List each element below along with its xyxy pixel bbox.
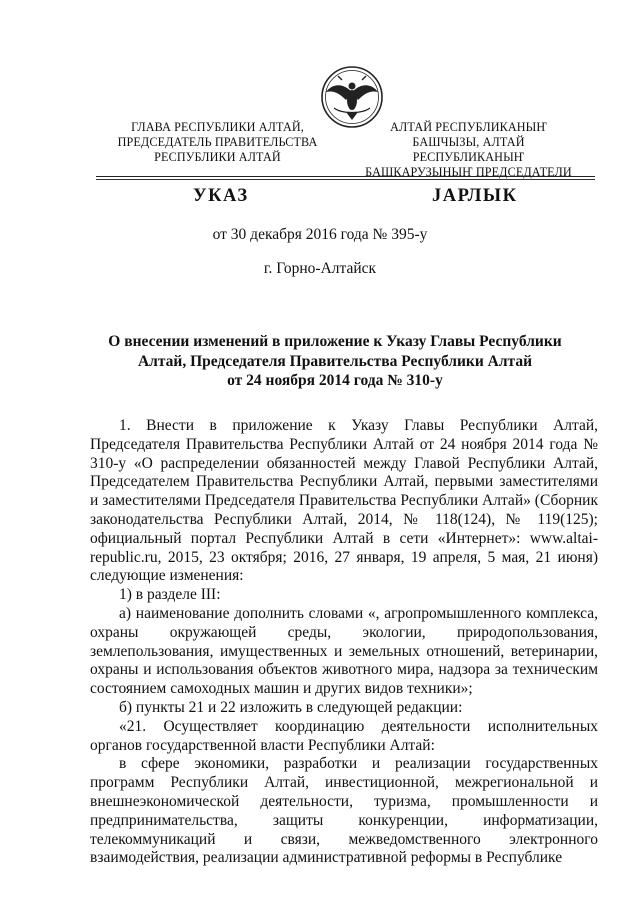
subject-line: Алтай, Председателя Правительства Республики Алтай — [137, 352, 533, 370]
subject-line: О внесении изменений в приложение к Указу Главы Республики — [108, 333, 562, 350]
subject-line: от 24 ноября 2014 года № 310-у — [227, 372, 443, 389]
header-left-line: ГЛАВА РЕСПУБЛИКИ АЛТАЙ, — [131, 120, 304, 134]
header-left-line: РЕСПУБЛИКИ АЛТАЙ — [154, 150, 281, 164]
header-left-block — [110, 120, 325, 165]
body-paragraph: «21. Осуществляет координацию деятельности исполнительных органов государственной власти Республики Алтай: — [90, 717, 598, 754]
decree-title-altai: JАРЛЫК — [432, 186, 518, 206]
header-right-line: БАШКАРУЗЫНЫҤ ПРЕДСЕДАТЕЛИ — [365, 165, 572, 179]
decree-body — [90, 417, 598, 868]
header-rule-thin — [96, 179, 595, 180]
header-right-line: БАШЧЫЗЫ, АЛТАЙ РЕСПУБЛИКАНЫҤ — [412, 135, 525, 164]
header-right-block — [356, 120, 581, 180]
body-paragraph: а) наименование дополнить словами «, агропромышленного комплекса, охраны окружающей среды, экологии, природопользования, землепользования, имущественных и земельных отношений, ветеринарии, охраны и использования объектов животного мира, надзора за техническим состоянием самоходных машин и других видов техники»; — [90, 604, 598, 698]
body-paragraph: 1) в разделе III: — [119, 586, 221, 604]
header-right-line: АЛТАЙ РЕСПУБЛИКАНЫҤ — [390, 120, 547, 134]
decree-city: г. Горно-Алтайск — [263, 260, 377, 277]
decree-title-russian: УКАЗ — [193, 186, 249, 206]
header-left-line: ПРЕДСЕДАТЕЛЬ ПРАВИТЕЛЬСТВА — [117, 135, 318, 149]
decree-subject — [100, 332, 570, 391]
body-paragraph: 1. Внести в приложение к Указу Главы Республики Алтай, Председателя Правительства Республики Алтай от 24 ноября 2014 года № 310-у «О распределении обязанностей между Главой Республики Алтай, Председателем Правительства Республики Алтай, первыми заместителями и заместителями Председателя Правительства Республики Алтай» (Сборник законодательства Республики Алтай, 2014, № 118(124), № 119(125); официальный портал Республики Алтай в сети «Интернет»: www.altai-republic.ru, 2015, 23 октября; 2016, 27 января, 19 апреля, 5 мая, 21 июня) следующие изменения: — [90, 417, 598, 585]
header-rule-thick — [96, 176, 595, 177]
body-paragraph: в сфере экономики, разработки и реализации государственных программ Республики Алтай, инвестиционной, межрегиональной и внешнеэкономической деятельности, туризма, промышленности и предпринимательства, защиты конкуренции, информатизации, телекоммуникаций и связи, межведомственного электронного взаимодействия, реализации административной реформы в Республике — [90, 755, 598, 867]
body-paragraph: б) пункты 21 и 22 изложить в следующей редакции: — [119, 698, 463, 716]
decree-date: от 30 декабря 2016 года № 395-у — [212, 226, 428, 243]
